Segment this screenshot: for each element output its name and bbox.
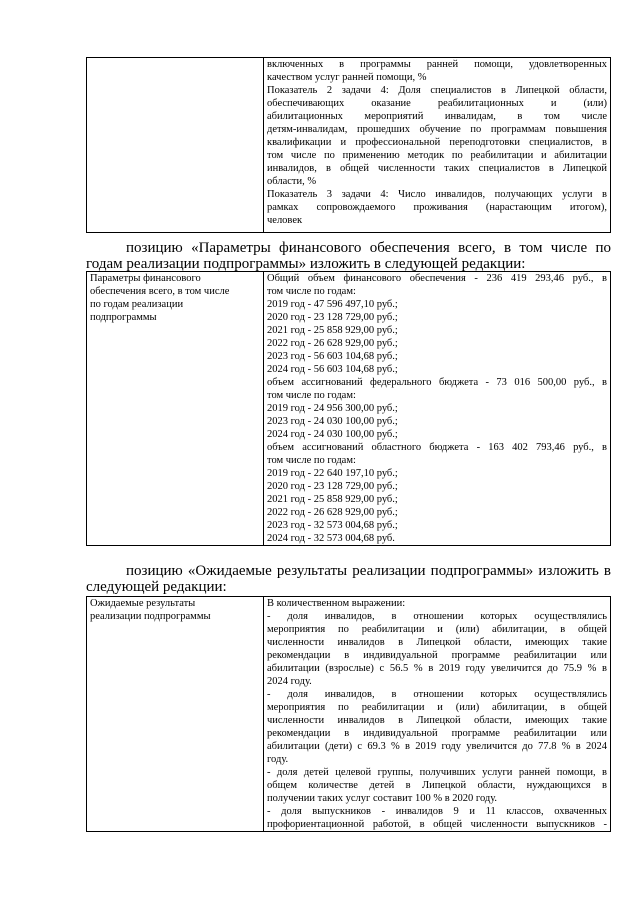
results-values-cell (264, 597, 611, 832)
financing-label-line: подпрограммы (90, 312, 157, 323)
empty-left-cell (87, 58, 264, 233)
financing-text-line: том числе по годам: (267, 390, 356, 401)
instruction-line: позицию «Параметры финансового обеспечения всего, в том числе по (126, 240, 611, 256)
financing-text-line: 2020 год - 23 128 729,00 руб.; (267, 481, 398, 492)
indicators-table-fragment (86, 57, 611, 233)
results-text-line: - доля инвалидов, в отношении которых осуществлялись (267, 611, 607, 622)
results-text-line: мероприятия по реабилитации и (или) абилитации, в общей (267, 702, 607, 713)
instruction-line: следующей редакции: (86, 579, 227, 595)
instruction-paragraph-financing (86, 240, 611, 272)
results-text-line: абилитации (дети) с 69.3 % в 2019 году увеличится до 77.8 % в 2024 (267, 741, 607, 752)
financing-text-line: 2019 год - 22 640 197,10 руб.; (267, 468, 398, 479)
results-text-line: - доля детей целевой группы, получивших услуги ранней помощи, в (267, 767, 607, 778)
financing-text-line: 2020 год - 23 128 729,00 руб.; (267, 312, 398, 323)
indicator-text-line: Показатель 2 задачи 4: Доля специалистов в Липецкой области, (267, 85, 607, 96)
indicator-text-line: рамках сопровождаемого проживания (нарастающим итогом), (267, 202, 607, 213)
indicator-text-line: качеством услуг ранней помощи, % (267, 72, 427, 83)
results-text-line: мероприятия по реабилитации и (или) абилитации, в общей (267, 624, 607, 635)
results-label-cell (87, 597, 264, 832)
financing-text-line: 2019 год - 47 596 497,10 руб.; (267, 299, 398, 310)
financing-text-line: 2024 год - 32 573 004,68 руб. (267, 533, 395, 544)
results-text-line: численности инвалидов в Липецкой области, имеющих такие (267, 637, 607, 648)
financing-label-line: по годам реализации (90, 299, 184, 310)
indicator-text-line: абилитационных мероприятий инвалидам, в том числе (267, 111, 607, 122)
results-text-line: В количественном выражении: (267, 598, 406, 609)
financing-text-line: объем ассигнований федерального бюджета - 73 016 500,00 руб., в (267, 377, 607, 388)
financing-text-line: 2019 год - 24 956 300,00 руб.; (267, 403, 398, 414)
financing-text-line: объем ассигнований областного бюджета - 163 402 793,46 руб., в (267, 442, 607, 453)
financing-text-line: Общий объем финансового обеспечения - 236 419 293,46 руб., в (267, 273, 607, 284)
results-text-line: 2024 году. (267, 676, 312, 687)
results-text-line: численности инвалидов в Липецкой области, имеющих такие (267, 715, 607, 726)
indicators-cell (264, 58, 611, 233)
results-text-line: - доля выпускников - инвалидов 9 и 11 классов, охваченных (267, 806, 607, 817)
results-text-line: общем количестве детей в Липецкой области, нуждающихся в (267, 780, 607, 791)
indicator-text-line: инвалидов, в общей численности таких специалистов в Липецкой (267, 163, 607, 174)
indicator-text-line: человек (267, 215, 303, 226)
financing-table (86, 271, 611, 546)
financing-text-line: том числе по годам: (267, 455, 356, 466)
financing-label-cell (87, 272, 264, 546)
expected-results-table (86, 596, 611, 832)
financing-text-line: 2021 год - 25 858 929,00 руб.; (267, 325, 398, 336)
financing-text-line: 2024 год - 56 603 104,68 руб.; (267, 364, 398, 375)
indicator-text-line: включенных в программы ранней помощи, удовлетворенных (267, 59, 607, 70)
financing-text-line: 2021 год - 25 858 929,00 руб.; (267, 494, 398, 505)
financing-text-line: 2024 год - 24 030 100,00 руб.; (267, 429, 398, 440)
results-text-line: рекомендации в индивидуальной программе реабилитации или (267, 650, 607, 661)
financing-text-line: 2023 год - 24 030 100,00 руб.; (267, 416, 398, 427)
indicator-text-line: том числе по применению методик по реабилитации и абилитации (267, 150, 607, 161)
results-text-line: получении таких услуг составит 100 % в 2020 году. (267, 793, 498, 804)
financing-text-line: 2023 год - 56 603 104,68 руб.; (267, 351, 398, 362)
financing-values-cell (264, 272, 611, 546)
instruction-paragraph-results (86, 563, 611, 595)
results-text-line: году. (267, 754, 289, 765)
indicator-text-line: области, % (267, 176, 317, 187)
indicator-text-line: квалификации и профессиональной переподготовки специалистов, в (267, 137, 607, 148)
financing-text-line: 2023 год - 32 573 004,68 руб.; (267, 520, 398, 531)
financing-label-line: обеспечения всего, в том числе (90, 286, 230, 297)
financing-text-line: 2022 год - 26 628 929,00 руб.; (267, 338, 398, 349)
results-text-line: рекомендации в индивидуальной программе реабилитации или (267, 728, 607, 739)
results-text-line: профориентационной работой, в общей численности выпускников - (267, 819, 607, 830)
instruction-line: годам реализации подпрограммы» изложить в следующей редакции: (86, 256, 526, 272)
indicator-text-line: обеспечивающих оказание реабилитационных и (или) (267, 98, 607, 109)
results-text-line: - доля инвалидов, в отношении которых осуществлялись (267, 689, 607, 700)
results-label-line: Ожидаемые результаты (90, 598, 196, 609)
results-label-line: реализации подпрограммы (90, 611, 211, 622)
financing-text-line: том числе по годам: (267, 286, 356, 297)
financing-label-line: Параметры финансового (90, 273, 201, 284)
financing-text-line: 2022 год - 26 628 929,00 руб.; (267, 507, 398, 518)
instruction-line: позицию «Ожидаемые результаты реализации подпрограммы» изложить в (126, 563, 611, 579)
indicator-text-line: Показатель 3 задачи 4: Число инвалидов, получающих услуги в (267, 189, 607, 200)
indicator-text-line: детям-инвалидам, прошедших обучение по программам повышения (267, 124, 607, 135)
results-text-line: абилитации (взрослые) с 56.5 % в 2019 году увеличится до 75.9 % в (267, 663, 607, 674)
